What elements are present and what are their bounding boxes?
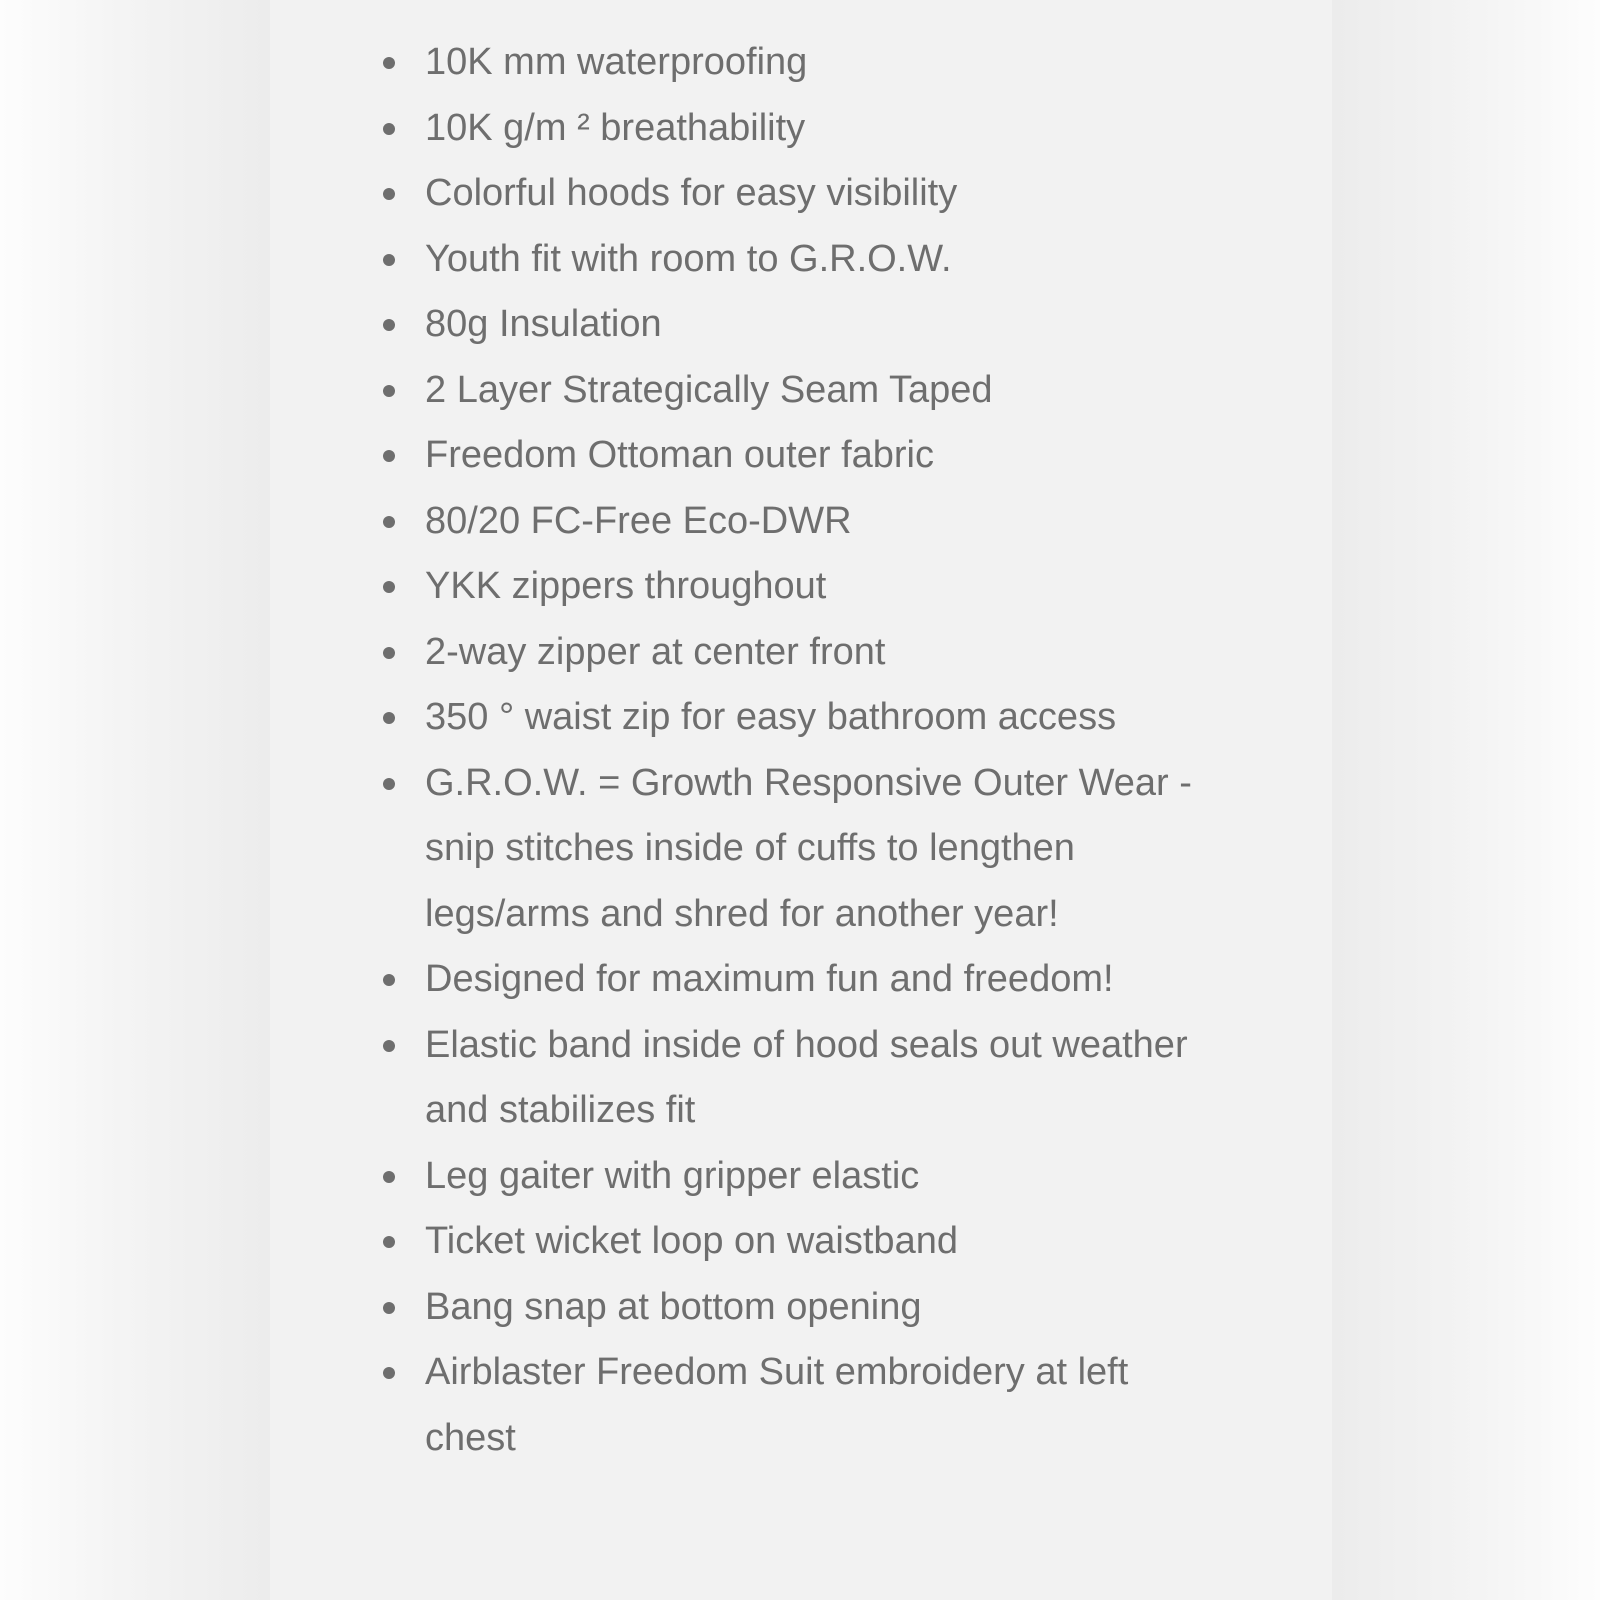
feature-item-insulation (425, 292, 1225, 358)
feature-item-waterproofing (425, 30, 1225, 96)
feature-text: G.R.O.W. = Growth Responsive Outer Wear - snip stitches inside of cuffs to lengthen legs/arms and shred for another year! (425, 761, 1192, 935)
feature-text: Designed for maximum fun and freedom! (425, 958, 1114, 1000)
feature-text: Colorful hoods for easy visibility (425, 172, 958, 214)
feature-item-breathability (425, 96, 1225, 162)
feature-item-outer-fabric (425, 423, 1225, 489)
bullet-icon (383, 254, 395, 266)
feature-item-hoods (425, 161, 1225, 227)
feature-text: Youth fit with room to G.R.O.W. (425, 237, 952, 280)
feature-text: Elastic band inside of hood seals out weather and stabilizes fit (425, 1023, 1188, 1131)
feature-item-leg-gaiter (425, 1144, 1225, 1210)
bullet-icon (383, 57, 395, 69)
feature-item-zippers (425, 554, 1225, 620)
bullet-icon (383, 450, 395, 462)
feature-item-ticket-loop (425, 1209, 1225, 1275)
bullet-icon (383, 1171, 395, 1183)
feature-text: Ticket wicket loop on waistband (425, 1220, 958, 1262)
feature-item-grow (425, 751, 1225, 948)
feature-item-embroidery (425, 1340, 1225, 1471)
bullet-icon (383, 712, 395, 724)
bullet-icon (383, 1367, 395, 1379)
feature-text: 80/20 FC-Free Eco-DWR (425, 499, 852, 542)
feature-panel (270, 0, 1332, 1600)
feature-list (425, 30, 1225, 1471)
feature-text: 2 Layer Strategically Seam Taped (425, 368, 993, 411)
bullet-icon (383, 581, 395, 593)
feature-item-seam-taped (425, 358, 1225, 424)
feature-text: YKK zippers throughout (425, 565, 827, 607)
bullet-icon (383, 123, 395, 135)
bullet-icon (383, 1040, 395, 1052)
bullet-icon (383, 188, 395, 200)
bullet-icon (383, 647, 395, 659)
feature-item-elastic-band (425, 1013, 1225, 1144)
bullet-icon (383, 974, 395, 986)
feature-text: Freedom Ottoman outer fabric (425, 434, 934, 476)
feature-item-youth-fit (425, 227, 1225, 293)
feature-item-designed (425, 947, 1225, 1013)
feature-text: 80g Insulation (425, 303, 662, 345)
feature-text: Airblaster Freedom Suit embroidery at left chest (425, 1351, 1129, 1459)
background-right (1332, 0, 1600, 1600)
feature-item-waist-zip (425, 685, 1225, 751)
feature-item-two-way-zipper (425, 620, 1225, 686)
feature-text: 350 ° waist zip for easy bathroom access (425, 696, 1117, 738)
background-left (0, 0, 270, 1600)
bullet-icon (383, 1236, 395, 1248)
bullet-icon (383, 516, 395, 528)
bullet-icon (383, 1302, 395, 1314)
bullet-icon (383, 778, 395, 790)
feature-item-dwr (425, 489, 1225, 555)
feature-item-bang-snap (425, 1275, 1225, 1341)
feature-text: Bang snap at bottom opening (425, 1285, 922, 1328)
feature-text: 2-way zipper at center front (425, 630, 886, 673)
feature-text: Leg gaiter with gripper elastic (425, 1154, 920, 1197)
bullet-icon (383, 385, 395, 397)
feature-text: 10K g/m ² breathability (425, 106, 806, 149)
bullet-icon (383, 319, 395, 331)
feature-text: 10K mm waterproofing (425, 41, 808, 83)
